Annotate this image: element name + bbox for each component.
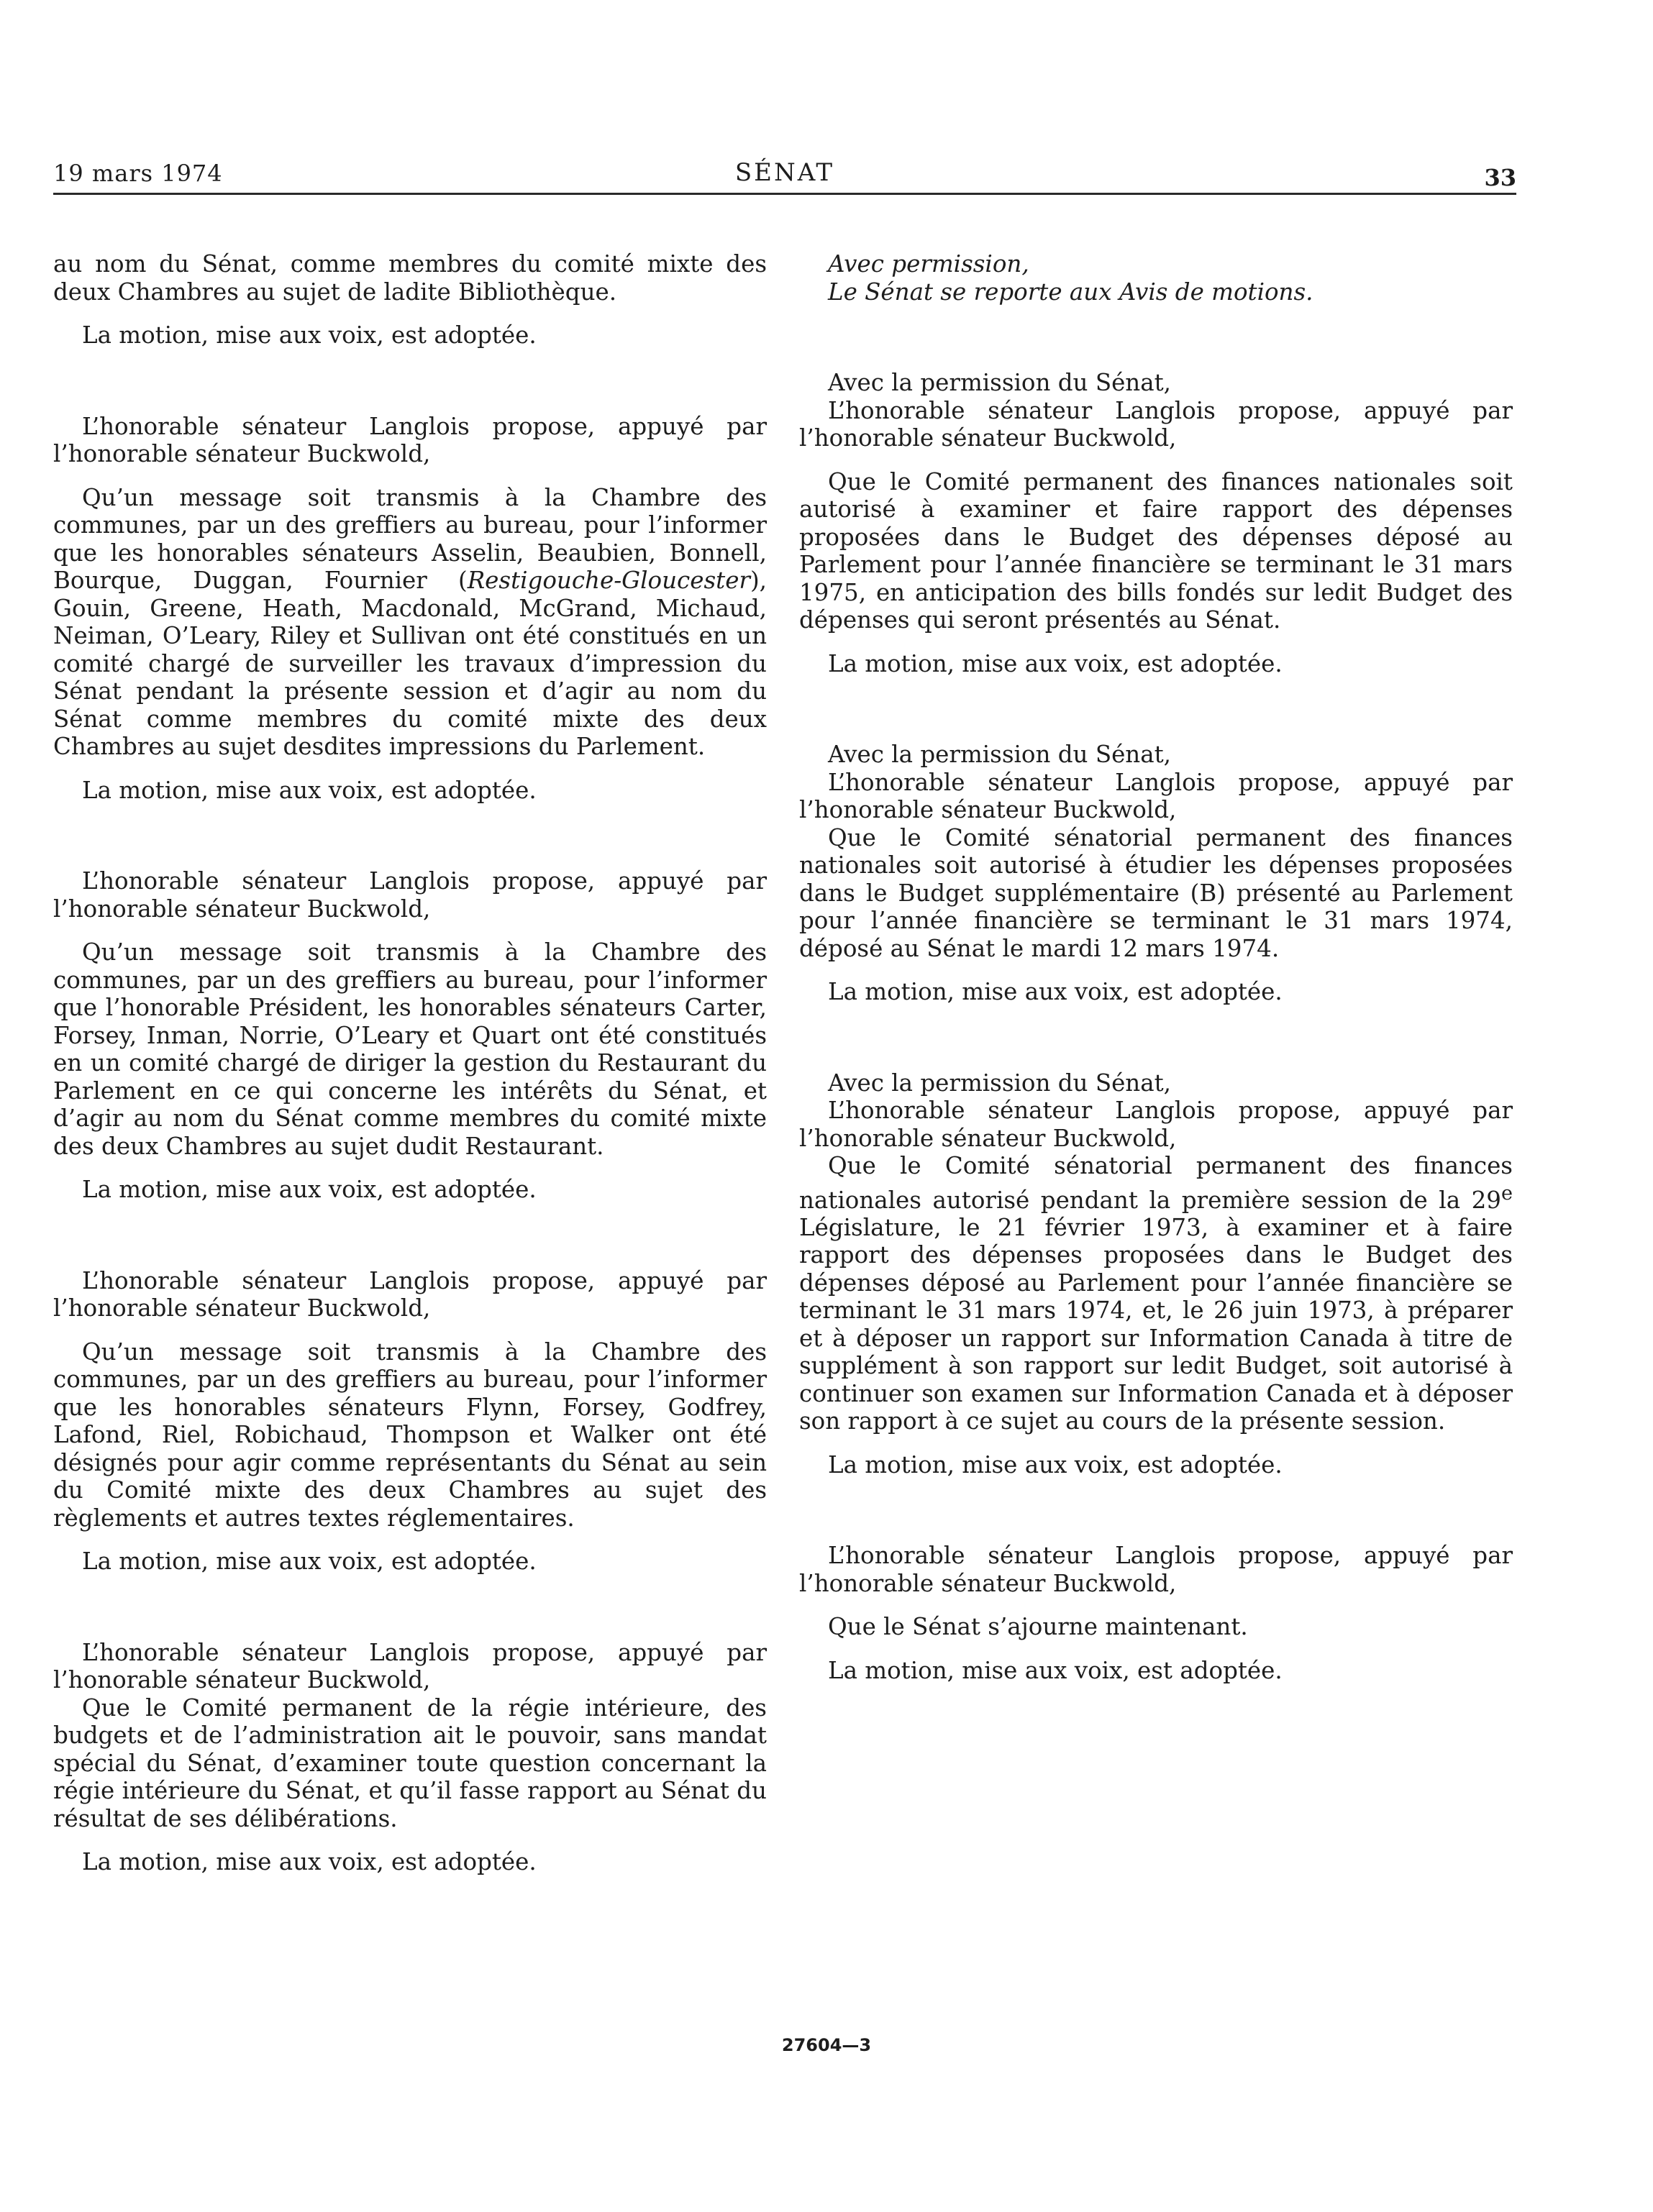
proposal: L’honorable sénateur Langlois propose, appuyé par l’honorable sénateur Buckwold,: [53, 867, 767, 923]
permission-line: Avec la permission du Sénat,: [828, 741, 1172, 768]
permission-line: Avec la permission du Sénat,: [828, 1069, 1172, 1097]
motion-text: Qu’un message soit transmis à la Chambre des communes, par un des greffiers au bureau, pour l’informer que les honorables sénateurs Flynn, Forsey, Godfrey, Lafond, Riel, Robichaud, Thompson et Walker ont été désignés pour agir comme représentants du Sénat au sein du Comité mixte des deux Chambres au sujet des règlements et autres textes réglementaires.: [53, 1338, 767, 1532]
print-code: 27604—3: [781, 2035, 872, 2055]
motion-text: Que le Sénat s’ajourne maintenant.: [828, 1613, 1248, 1641]
paragraph: au nom du Sénat, comme membres du comité mixte des deux Chambres au sujet de ladite Bibliothèque.: [53, 250, 767, 306]
header-title: SÉNAT: [734, 158, 835, 187]
proposal: L’honorable sénateur Langlois propose, appuyé par l’honorable sénateur Buckwold,: [799, 396, 1513, 452]
procedural-note: Le Sénat se reporte aux Avis de motions.: [828, 278, 1313, 306]
header-date: 19 mars 1974: [53, 160, 223, 187]
motion-result: La motion, mise aux voix, est adoptée.: [82, 776, 537, 804]
motion-result: La motion, mise aux voix, est adoptée.: [82, 1176, 537, 1203]
ordinal-suffix: e: [1501, 1182, 1513, 1205]
motion-text: Que le Comité permanent des finances nationales soit autorisé à examiner et faire rapport des dépenses proposées dans le Budget des dépenses déposé au Parlement pour l’année financière se terminant le 31 mars 1975, en anticipation des bills fondés sur ledit Budget des dépenses qui seront présentés au Sénat.: [799, 467, 1513, 634]
proposal: L’honorable sénateur Langlois propose, appuyé par l’honorable sénateur Buckwold,: [53, 1266, 767, 1322]
page-number: 33: [1484, 164, 1516, 191]
motion-result: La motion, mise aux voix, est adoptée.: [828, 978, 1283, 1005]
motion-result: La motion, mise aux voix, est adoptée.: [828, 1656, 1283, 1684]
running-header: [53, 157, 1516, 195]
motion-result: La motion, mise aux voix, est adoptée.: [828, 1450, 1283, 1479]
motion-text: Qu’un message soit transmis à la Chambre des communes, par un des greffiers au bureau, pour l’informer que les honorables sénateurs Asselin, Beaubien, Bonnell, Bourque, Duggan, Fournier (Restigouche-Gloucester), Gouin, Greene, Heath, Macdonald, McGrand, Michaud, Neiman, O’Leary, Riley et Sullivan ont été constitués en un comité chargé de surveiller les travaux d’impression du Sénat pendant la présente session et d’agir au nom du Sénat comme membres du comité mixte des deux Chambres au sujet desdites impressions du Parlement.: [53, 483, 767, 760]
left-column: [53, 250, 767, 1876]
motion-text: Que le Comité permanent de la régie intérieure, des budgets et de l’administration ait le pouvoir, sans mandat spécial du Sénat, d’examiner toute question concernant la régie intérieure du Sénat, et qu’il fasse rapport au Sénat du résultat de ses délibérations.: [53, 1694, 767, 1832]
procedural-note: Avec permission,: [828, 250, 1029, 278]
motion-result: La motion, mise aux voix, est adoptée.: [82, 321, 537, 349]
riding-name: Restigouche-Gloucester: [467, 567, 750, 594]
right-column: [799, 250, 1513, 1684]
motion-text: Que le Comité sénatorial permanent des finances nationales soit autorisé à étudier les dépenses proposées dans le Budget supplémentaire (B) présenté au Parlement pour l’année financière se terminant le 31 mars 1974, déposé au Sénat le mardi 12 mars 1974.: [799, 823, 1513, 962]
proposal: L’honorable sénateur Langlois propose, appuyé par l’honorable sénateur Buckwold,: [799, 768, 1513, 823]
proposal: L’honorable sénateur Langlois propose, appuyé par l’honorable sénateur Buckwold,: [799, 1542, 1513, 1597]
proposal: L’honorable sénateur Langlois propose, appuyé par l’honorable sénateur Buckwold,: [799, 1097, 1513, 1152]
motion-result: La motion, mise aux voix, est adoptée.: [828, 649, 1283, 677]
motion-result: La motion, mise aux voix, est adoptée.: [82, 1848, 537, 1875]
proposal: L’honorable sénateur Langlois propose, appuyé par l’honorable sénateur Buckwold,: [53, 1638, 767, 1694]
motion-result: La motion, mise aux voix, est adoptée.: [82, 1548, 537, 1575]
motion-text: Qu’un message soit transmis à la Chambre des communes, par un des greffiers au bureau, pour l’informer que l’honorable Président, les honorables sénateurs Carter, Forsey, Inman, Norrie, O’Leary et Quart ont été constitués en un comité chargé de diriger la gestion du Restaurant du Parlement en ce qui concerne les intérêts du Sénat, et d’agir au nom du Sénat comme membres du comité mixte des deux Chambres au sujet dudit Restaurant.: [53, 938, 767, 1160]
motion-text: Que le Comité sénatorial permanent des finances nationales autorisé pendant la première session de la 29e Législature, le 21 février 1973, à examiner et à faire rapport des dépenses proposées dans le Budget des dépenses déposé au Parlement pour l’année financière se terminant le 31 mars 1974, et, le 26 juin 1973, à préparer et à déposer un rapport sur Information Canada à titre de supplément à son rapport sur ledit Budget, soit autorisé à continuer son examen sur Information Canada et à déposer son rapport à ce sujet au cours de la présente session.: [799, 1152, 1513, 1435]
proposal: L’honorable sénateur Langlois propose, appuyé par l’honorable sénateur Buckwold,: [53, 412, 767, 467]
permission-line: Avec la permission du Sénat,: [828, 369, 1172, 396]
